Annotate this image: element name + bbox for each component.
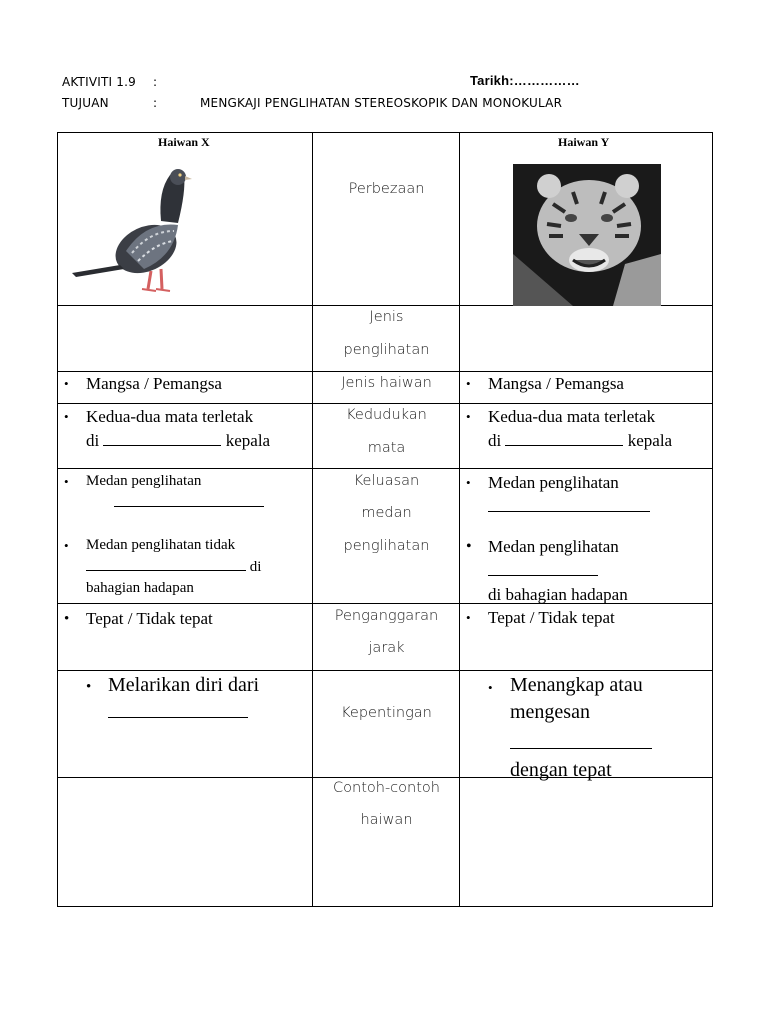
- left-medan2-di: di: [249, 559, 262, 575]
- left-medan2-item: • Medan penglihatan tidak di bahagian hadapan: [64, 535, 261, 599]
- right-menangkap-item: • Menangkap atau mengesan dengan tepat: [488, 672, 652, 784]
- right-kedudukan-kepala: kepala: [627, 431, 673, 450]
- jenis-haiwan-label: Jenis haiwan: [341, 375, 432, 391]
- left-melarikan-item: • Melarikan diri dari: [86, 672, 259, 726]
- keluasan-label-3: penglihatan: [343, 538, 430, 554]
- comparison-table: [57, 132, 713, 907]
- right-kedudukan-di: di: [488, 431, 502, 450]
- left-tepat-text: Tepat / Tidak tepat: [86, 609, 213, 628]
- left-kedudukan-kepala: kepala: [225, 431, 271, 450]
- row-divider: [58, 670, 712, 671]
- left-medan1-blank[interactable]: [114, 492, 264, 507]
- right-dengan-tepat: dengan tepat: [510, 759, 612, 781]
- right-kedudukan-item: • Kedua-dua mata terletak di kepala: [466, 407, 673, 450]
- left-melarikan-text: Melarikan diri dari: [108, 674, 260, 696]
- aktiviti-label: AKTIVITI 1.9: [62, 75, 136, 89]
- penganggaran-label-1: Penganggaran: [334, 608, 439, 624]
- right-medan1-item: • Medan penglihatan: [466, 471, 650, 519]
- right-tepat-text: Tepat / Tidak tepat: [488, 608, 615, 627]
- right-kedudukan-line1: Kedua-dua mata terletak: [488, 407, 656, 426]
- keluasan-label-2: medan: [361, 505, 412, 521]
- jenis-penglihatan-label-1: Jenis: [369, 309, 404, 325]
- right-medan1-text: Medan penglihatan: [488, 473, 619, 492]
- pigeon-image: [66, 161, 196, 296]
- haiwan-y-label: Haiwan Y: [558, 135, 610, 149]
- right-mangsa-text: Mangsa / Pemangsa: [488, 374, 624, 393]
- left-medan2-blank[interactable]: [86, 556, 246, 571]
- left-kedudukan-item: • Kedua-dua mata terletak di kepala: [64, 407, 271, 450]
- tujuan-text: MENGKAJI PENGLIHATAN STEREOSKOPIK DAN MONOKULAR: [200, 96, 563, 110]
- left-kedudukan-di: di: [86, 431, 100, 450]
- perbezaan-label: Perbezaan: [348, 181, 425, 197]
- keluasan-label-1: Keluasan: [353, 473, 420, 489]
- tarikh-label: Tarikh:……………: [470, 73, 580, 88]
- jenis-penglihatan-label-2: penglihatan: [343, 342, 430, 358]
- penganggaran-label-2: jarak: [368, 640, 405, 656]
- right-mangsa-item: • Mangsa / Pemangsa: [466, 374, 624, 393]
- contoh-label-2: haiwan: [360, 812, 413, 828]
- right-tepat-item: • Tepat / Tidak tepat: [466, 608, 615, 627]
- left-mangsa-text: Mangsa / Pemangsa: [86, 374, 222, 393]
- aktiviti-colon: :: [153, 75, 158, 89]
- right-medan2-bahagian: di bahagian hadapan: [488, 585, 628, 604]
- right-menangkap-line2: mengesan: [510, 701, 590, 723]
- left-melarikan-blank[interactable]: [108, 707, 248, 718]
- left-medan2-text: Medan penglihatan tidak: [86, 537, 236, 553]
- tujuan-colon: :: [153, 96, 158, 110]
- tiger-image: [513, 164, 661, 306]
- left-medan1-text: Medan penglihatan: [86, 473, 202, 489]
- right-medan2-item: • Medan penglihatan di bahagian hadapan: [466, 535, 628, 607]
- kepentingan-label: Kepentingan: [341, 705, 432, 721]
- kedudukan-mata-label-2: mata: [367, 440, 406, 456]
- left-tepat-item: • Tepat / Tidak tepat: [64, 609, 213, 628]
- left-kedudukan-line1: Kedua-dua mata terletak: [86, 407, 254, 426]
- left-kedudukan-blank[interactable]: [103, 431, 221, 446]
- left-mangsa-item: • Mangsa / Pemangsa: [64, 374, 222, 393]
- right-kedudukan-blank[interactable]: [505, 431, 623, 446]
- kedudukan-mata-label-1: Kedudukan: [346, 407, 427, 423]
- right-medan1-blank[interactable]: [488, 497, 650, 512]
- left-medan2-bahagian: bahagian hadapan: [86, 580, 194, 596]
- right-medan2-text: Medan penglihatan: [488, 537, 619, 556]
- haiwan-x-label: Haiwan X: [158, 135, 210, 149]
- right-medan2-blank[interactable]: [488, 561, 598, 576]
- left-medan1-item: • Medan penglihatan: [64, 471, 264, 514]
- right-menangkap-blank[interactable]: [510, 738, 652, 749]
- right-menangkap-line1: Menangkap atau: [510, 674, 643, 696]
- contoh-label-1: Contoh-contoh: [333, 780, 440, 796]
- tujuan-label: TUJUAN: [62, 96, 109, 110]
